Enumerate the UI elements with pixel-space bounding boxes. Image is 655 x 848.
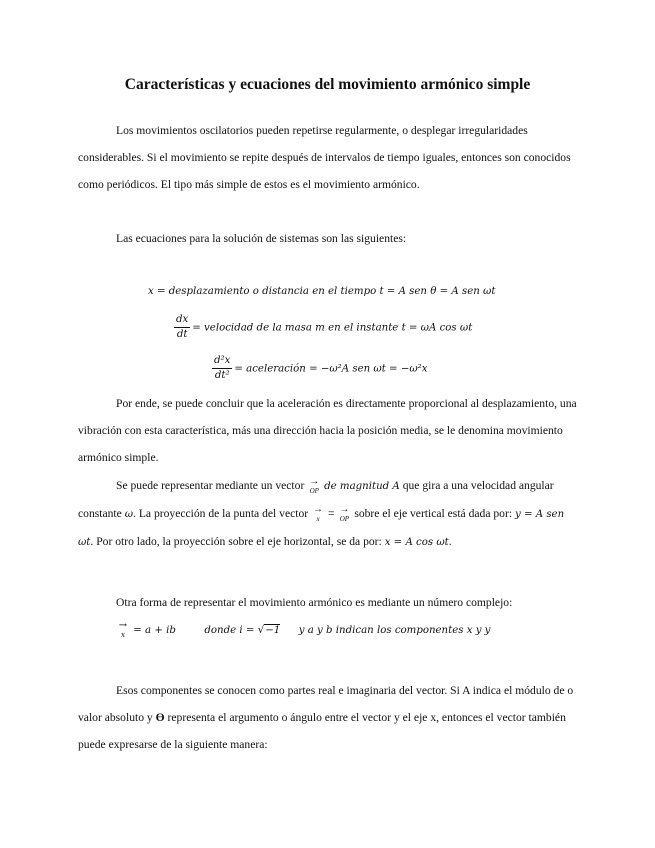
- paragraph-vector-representation: Se puede representar mediante un vector → OP de magnitud A que gira a una velocidad angular constante ω. La proyección de la punta del vector → x = → OP sobre el eje vertical está dada por: y = A sen ωt. Por otro lado, la proyección sobre el eje horizontal, se da por: x = A cos ωt.: [78, 476, 565, 548]
- fraction-dx-dt: $\frac{dx}{dt}$: [176, 314, 189, 340]
- paragraph-equations-intro: Las ecuaciones para la solución de sistemas son las siguientes:: [116, 232, 407, 245]
- vector-x: → x: [313, 504, 324, 524]
- vector-op-2: → OP: [339, 504, 350, 524]
- equation-complex: → x = a + ib donde i = √−1 y a y b indican los componentes x y y: [116, 620, 490, 640]
- paragraph-conclusion: Por ende, se puede concluir que la aceleración es directamente proporcional al desplazamiento, una vibración con esta característica, más una dirección hacia la posición media, se le denomina movimiento armónico simple.: [78, 397, 577, 464]
- page-title: Características y ecuaciones del movimiento armónico simple: [124, 76, 531, 93]
- equation-displacement: x = desplazamiento o distancia en el tiempo t = A sen θ = A sen ωt: [148, 286, 496, 297]
- paragraph-components: Esos componentes se conocen como partes real e imaginaria del vector. Si A indica el módulo de o valor absoluto y ϴ representa el argumento o ángulo entre el vector y el eje x, entonces el vector también puede expresarse de la siguiente manera:: [78, 684, 574, 751]
- equation-acceleration: $\frac{\text{d²x}}{\text{dt²}}$ = aceleración = −ω²A sen ωt = −ω²x: [214, 355, 428, 381]
- paragraph-intro: Los movimientos oscilatorios pueden repetirse regularmente, o desplegar irregularidades considerables. Si el movimiento se repite después de intervalos de tiempo iguales, entonces son conocidos como periódicos. El tipo más simple de estos es el movimiento armónico.: [78, 124, 571, 191]
- fraction-d2x-dt2: $\frac{\text{d²x}}{\text{dt²}}$: [214, 355, 231, 381]
- theta-symbol: ϴ: [155, 711, 165, 724]
- vector-op: → OP: [309, 476, 320, 496]
- sqrt-symbol: √: [257, 625, 265, 636]
- paragraph-complex-number: Otra forma de representar el movimiento armónico es mediante un número complejo:: [116, 596, 513, 609]
- vector-x-complex: → x: [118, 620, 128, 639]
- equation-velocity: $\frac{dx}{dt}$ = velocidad de la masa m en el instante t = ωA cos ωt: [176, 314, 473, 340]
